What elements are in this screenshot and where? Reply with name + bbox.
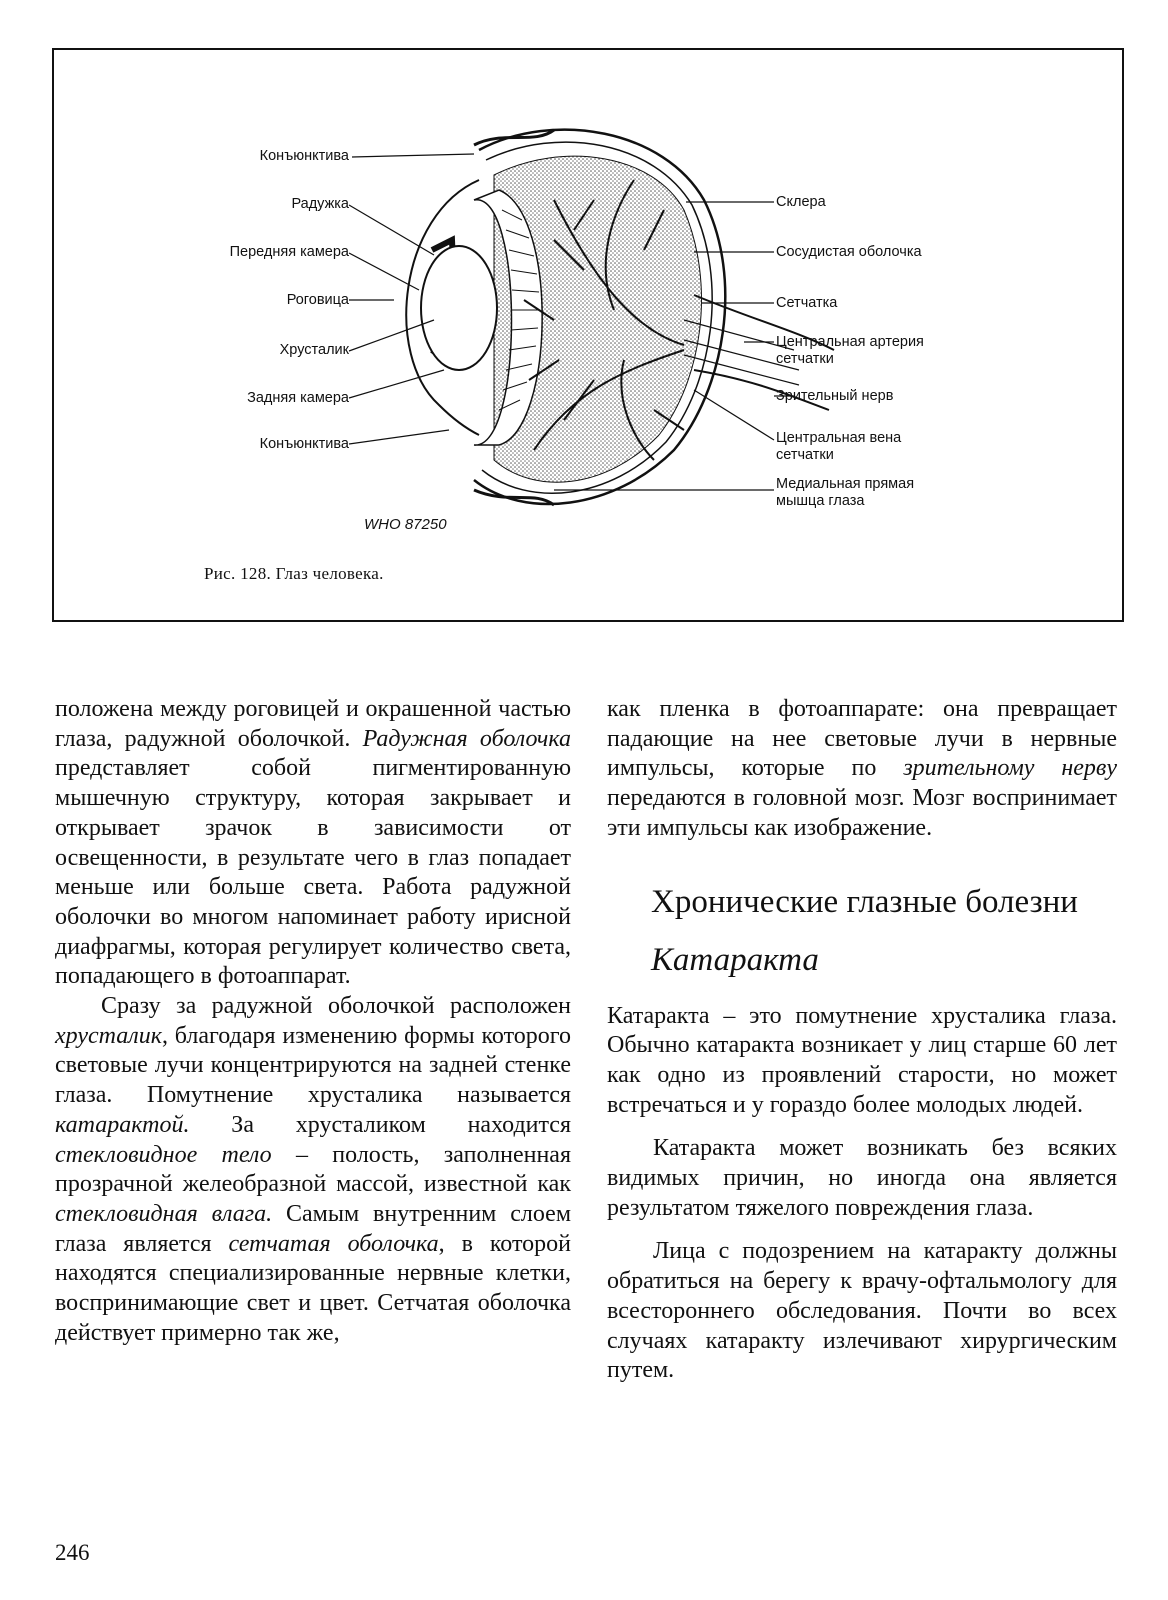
right-column — [607, 695, 1117, 1386]
label-choroid: Сосудистая оболочка — [776, 244, 922, 260]
label-optic-nerve: Зрительный нерв — [776, 388, 894, 404]
right-paragraph-3: Катаракта может возникать без всяких видимых причин, но иногда она является результатом тяжелого повреждения глаза. — [607, 1135, 1117, 1221]
label-retina: Сетчатка — [776, 295, 838, 311]
section-title: Хронические глазные болезни — [651, 883, 1078, 920]
figure-frame — [52, 48, 1124, 622]
label-anterior-chamber: Передняя камера — [229, 244, 349, 260]
subsection-title: Катаракта — [651, 941, 819, 978]
figure-code: WHO 87250 — [364, 516, 447, 533]
left-column — [55, 695, 571, 1348]
label-iris: Радужка — [291, 196, 349, 212]
label-cornea: Роговица — [286, 292, 349, 308]
label-central-artery: Центральная артерия сетчатки — [776, 334, 924, 367]
left-paragraph-2: Сразу за радужной оболочкой расположен хрусталик, благодаря изменению формы которого световые лучи концентрируются на задней стенке глаза. Помутнение хрусталика называется катарактой. За хрусталиком находится стекловидное тело – полость, заполненная прозрачной желеобразной массой, известной как стекловидная влага. Самым внутренним слоем глаза является сетчатая оболочка, в которой находятся специализированные нервные клетки, воспринимающие свет и цвет. Сетчатая оболочка действует примерно так же, — [55, 993, 572, 1346]
eye-diagram — [54, 50, 1122, 620]
label-lens: Хрусталик — [279, 342, 349, 358]
left-paragraph-1: положена между роговицей и окрашенной частью глаза, радужной оболочкой. Радужная оболочка представляет собой пигментированную мышечную структуру, которая закрывает и открывает зрачок в зависимости от освещенности, в результате чего в глаз попадает меньше или больше света. Работа радужной оболочки во многом напоминает работу ирисной диафрагмы, которая регулирует количество света, попадающего в фотоаппарат. — [55, 696, 571, 990]
label-sclera: Склера — [776, 194, 826, 210]
label-conjunctiva-bottom: Конъюнктива — [259, 436, 349, 452]
label-conjunctiva-top: Конъюнктива — [259, 148, 349, 164]
figure-caption: Рис. 128. Глаз человека. — [204, 564, 384, 583]
lens-shape — [421, 246, 497, 370]
right-paragraph-4: Лица с подозрением на катаракту должны обратиться на берегу к врачу-офтальмологу для всестороннего обследования. Почти во всех случаях катаракту излечивают хирургическим путем. — [607, 1238, 1117, 1384]
label-medial-rectus: Медиальная прямая мышца глаза — [776, 476, 915, 509]
label-posterior-chamber: Задняя камера — [247, 390, 349, 406]
right-paragraph-1: как пленка в фотоаппарате: она превращает падающие на нее световые лучи в нервные импульсы, которые по зрительному нерву передаются в головной мозг. Мозг воспринимает эти импульсы как изображение. — [607, 696, 1117, 841]
label-central-vein: Центральная вена сетчатки — [776, 430, 902, 463]
right-paragraph-2: Катаракта – это помутнение хрусталика глаза. Обычно катаракта возникает у лиц старше 60 лет как одно из проявлений старости, но может встречаться и у гораздо более молодых людей. — [607, 1002, 1117, 1118]
page-number: 246 — [55, 1540, 90, 1565]
